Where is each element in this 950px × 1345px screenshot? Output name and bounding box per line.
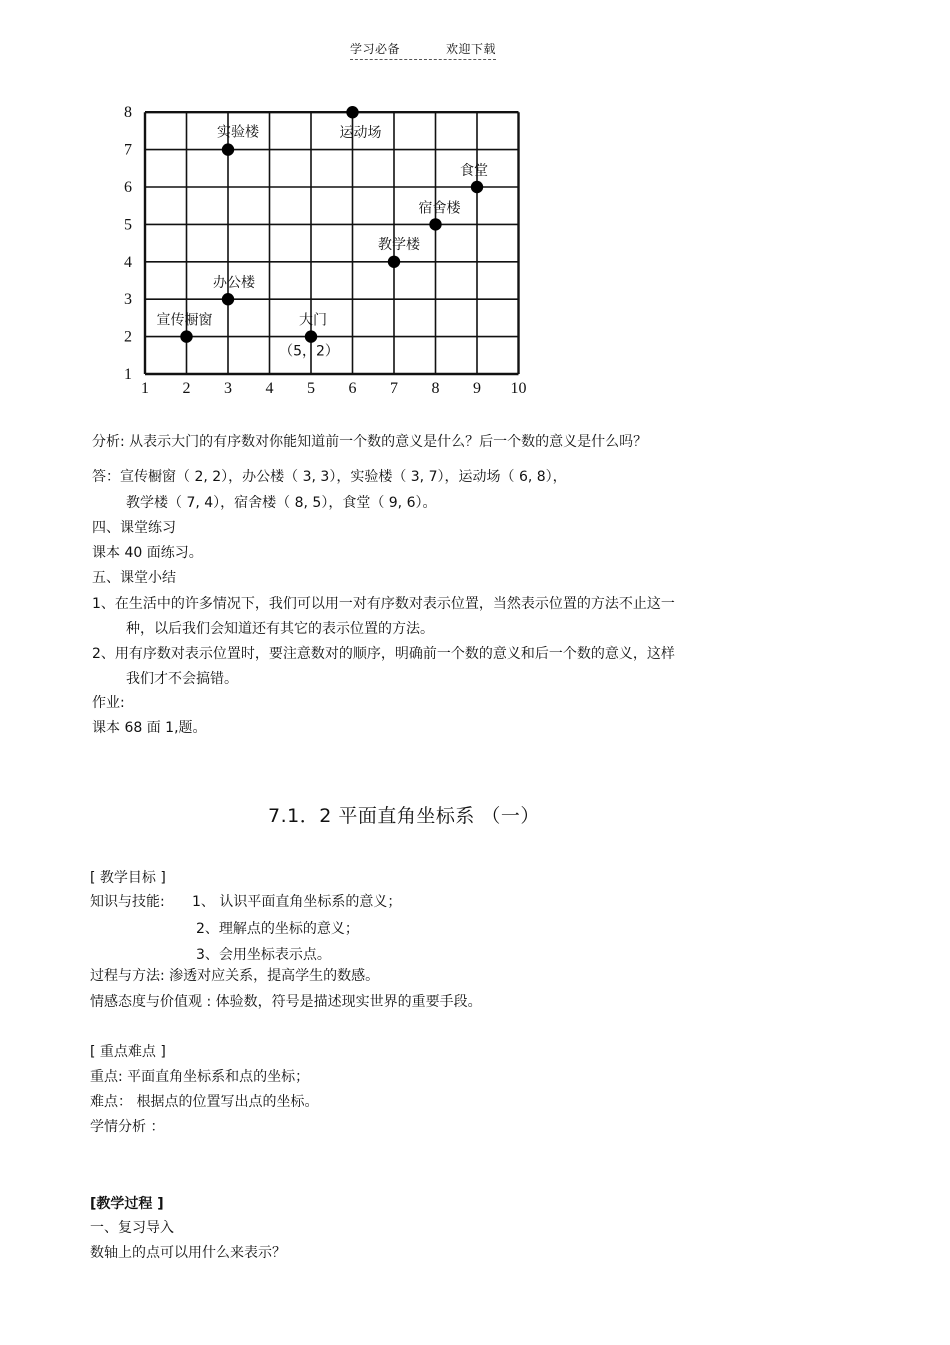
- x-tick-label: 5: [307, 380, 315, 397]
- process-step-1: 一、复习导入: [90, 1220, 174, 1236]
- homework-text: 课本 68 面 1,题。: [92, 720, 207, 736]
- homework-label: 作业:: [92, 695, 125, 711]
- header-right: 欢迎下载: [446, 42, 497, 56]
- y-tick-label: 8: [124, 104, 132, 122]
- y-tick-label: 1: [124, 366, 132, 383]
- y-tick-label: 6: [124, 179, 132, 196]
- x-tick-label: 2: [182, 380, 191, 397]
- goals-process: 过程与方法: 渗透对应关系，提高学生的数感。: [90, 968, 380, 984]
- section-title: 7.1．2 平面直角坐标系 （一）: [268, 805, 540, 827]
- section-4-text: 课本 40 面练习。: [92, 545, 203, 561]
- data-point: [471, 181, 483, 193]
- summary-2b: 我们才不会搞错。: [126, 671, 238, 687]
- x-tick-label: 1: [141, 380, 149, 397]
- point-label: 教学楼: [378, 236, 420, 253]
- goals-knowledge-2: 2、理解点的坐标的意义；: [196, 921, 359, 937]
- y-tick-label: 7: [124, 141, 132, 159]
- y-tick-label: 5: [124, 216, 132, 234]
- point-label: 实验楼: [217, 124, 259, 141]
- section-5-heading: 五、课堂小结: [92, 570, 176, 586]
- goals-knowledge-label: 知识与技能:: [90, 894, 165, 910]
- key-point: 重点: 平面直角坐标系和点的坐标；: [90, 1069, 310, 1085]
- summary-2a: 2、用有序数对表示位置时，要注意数对的顺序，明确前一个数的意义和后一个数的意义，这样: [92, 646, 675, 662]
- x-tick-label: 6: [348, 380, 357, 397]
- student-analysis: 学情分析 ：: [90, 1119, 165, 1135]
- answer-line-2: 教学楼（ 7, 4），宿舍楼（ 8, 5），食堂（ 9, 6）。: [126, 495, 437, 511]
- point-label: 宣传橱窗: [156, 312, 213, 329]
- process-question: 数轴上的点可以用什么来表示？: [90, 1245, 286, 1261]
- point-label: 食堂: [460, 163, 488, 179]
- data-point: [180, 330, 192, 342]
- data-point: [222, 143, 234, 155]
- goals-knowledge-3: 3、会用坐标表示点。: [196, 947, 331, 963]
- point-label: 运动场: [339, 125, 382, 142]
- y-tick-label: 3: [124, 291, 132, 309]
- data-point: [222, 293, 234, 305]
- process-heading: [教学过程 ]: [90, 1196, 164, 1212]
- analysis-text: 分析: 从表示大门的有序数对你能知道前一个数的意义是什么？后一个数的意义是什么吗？: [92, 434, 648, 450]
- goals-emotion: 情感态度与价值观 : 体验数，符号是描述现实世界的重要手段。: [90, 994, 482, 1010]
- summary-1b: 种，以后我们会知道还有其它的表示位置的方法。: [126, 621, 434, 637]
- y-tick-label: 2: [124, 328, 132, 346]
- x-tick-label: 9: [473, 380, 481, 397]
- difficult-point: 难点： 根据点的位置写出点的坐标。: [90, 1094, 319, 1110]
- data-point: [346, 106, 358, 118]
- point-label: 宿舍楼: [418, 200, 461, 217]
- y-tick-label: 4: [124, 253, 132, 271]
- data-point: [305, 330, 317, 342]
- x-tick-label: 10: [510, 380, 527, 397]
- x-tick-label: 3: [224, 380, 232, 397]
- point-coordinate-annotation: （5，2）: [279, 343, 339, 360]
- key-points-heading: [ 重点难点 ]: [90, 1044, 166, 1060]
- point-label: 大门: [299, 312, 327, 329]
- data-point: [429, 218, 441, 230]
- data-point: [388, 256, 400, 268]
- summary-1a: 1、在生活中的许多情况下，我们可以用一对有序数对表示位置，当然表示位置的方法不止这一: [92, 596, 675, 612]
- x-tick-label: 7: [390, 380, 398, 397]
- x-tick-label: 4: [265, 380, 274, 397]
- answer-line-1: 答：宣传橱窗（ 2, 2），办公楼（ 3, 3），实验楼（ 3, 7），运动场（ 6, 8），: [92, 469, 567, 485]
- x-tick-label: 8: [431, 380, 440, 397]
- goals-heading: [ 教学目标 ]: [90, 870, 166, 886]
- section-4-heading: 四、课堂练习: [92, 520, 176, 536]
- header-left: 学习必备: [350, 42, 401, 56]
- point-label: 办公楼: [213, 275, 255, 292]
- goals-knowledge-1: 1、 认识平面直角坐标系的意义；: [192, 894, 402, 910]
- coordinate-grid-chart: [0, 0, 950, 420]
